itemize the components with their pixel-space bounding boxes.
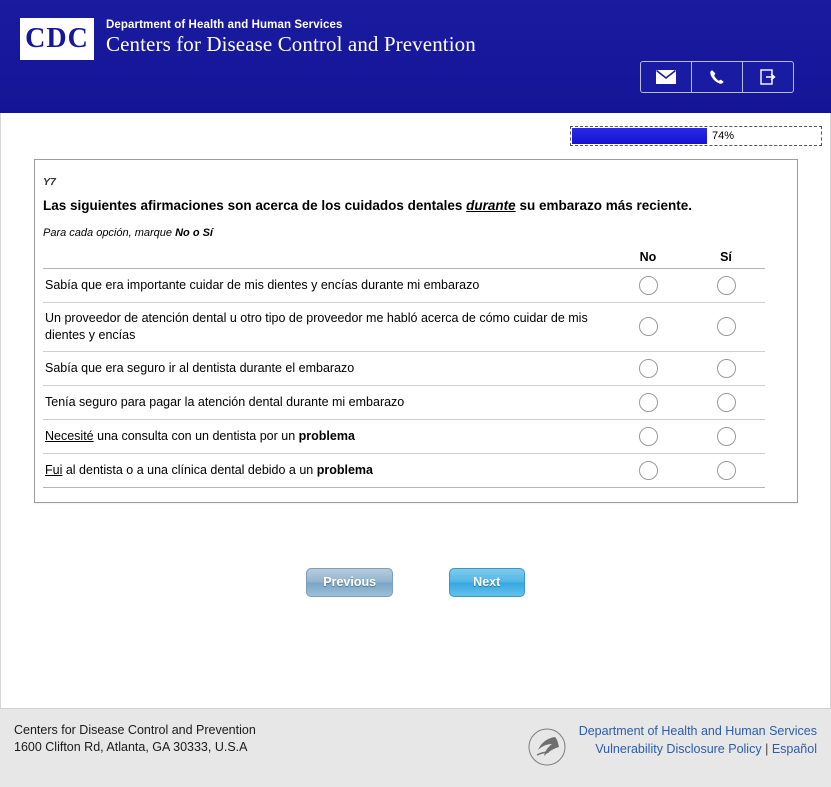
instruction-options: No o Sí [175,227,213,239]
row-3-option-no[interactable] [609,385,687,419]
header-tool-bar [640,61,794,93]
navigation-buttons [1,568,830,597]
instruction-part1: Para cada opción, marque [43,227,176,239]
row-label-text: al dentista o a una clínica dental debido a un [62,462,317,477]
row-label: Sabía que era seguro ir al dentista durante el embarazo [43,351,609,385]
radio-button[interactable] [717,276,736,295]
site-footer [0,708,831,787]
row-label [43,453,609,487]
link-separator: | [765,742,769,757]
row-label: Tenía seguro para pagar la atención dental durante mi embarazo [43,385,609,419]
row-2-option-no[interactable] [609,351,687,385]
row-label-underline: Necesité [45,428,94,443]
cdc-branding [20,18,476,60]
vulnerability-disclosure-link[interactable]: Vulnerability Disclosure Policy [595,742,762,757]
radio-button[interactable] [639,461,658,480]
column-header-yes: Sí [687,249,765,269]
radio-button[interactable] [717,359,736,378]
row-5-option-yes[interactable] [687,453,765,487]
hhs-seal-icon [525,725,569,769]
row-3-option-yes[interactable] [687,385,765,419]
question-instruction [43,227,791,239]
cdc-logo-text: CDC [25,23,89,54]
email-button[interactable] [641,62,692,92]
row-label [43,419,609,453]
footer-org: Centers for Disease Control and Prevention [14,723,256,737]
table-row [43,385,765,419]
row-4-option-no[interactable] [609,419,687,453]
row-label-underline: Fui [45,462,63,477]
footer-street: 1600 Clifton Rd, Atlanta, GA 30333, U.S.A [14,739,248,754]
organization-name: Centers for Disease Control and Prevention [106,32,476,56]
agency-names [106,18,476,57]
department-name: Department of Health and Human Services [106,19,343,31]
footer-link-row-2 [579,740,817,758]
radio-button[interactable] [639,276,658,295]
grid-header-blank [43,249,609,269]
radio-button[interactable] [717,317,736,336]
next-button[interactable]: Next [449,568,525,597]
row-0-option-yes[interactable] [687,269,765,303]
row-2-option-yes[interactable] [687,351,765,385]
response-grid [43,249,765,488]
table-row [43,453,765,487]
radio-button[interactable] [639,393,658,412]
radio-button[interactable] [717,461,736,480]
envelope-icon [656,70,676,84]
row-0-option-no[interactable] [609,269,687,303]
footer-address [14,722,256,756]
row-label: Sabía que era importante cuidar de mis dientes y encías durante mi embarazo [43,269,609,303]
hhs-link[interactable]: Department of Health and Human Services [578,724,817,738]
espanol-link[interactable]: Español [771,742,817,757]
question-text [43,198,791,213]
radio-button[interactable] [639,317,658,336]
footer-links [579,722,817,758]
survey-content [0,113,831,708]
radio-button[interactable] [717,393,736,412]
row-1-option-yes[interactable] [687,303,765,352]
radio-button[interactable] [639,359,658,378]
logout-icon [760,69,777,85]
table-row [43,269,765,303]
column-header-no: No [609,249,687,269]
row-label-bold: problema [298,428,355,443]
grid-header-row [43,249,765,269]
logout-button[interactable] [743,62,793,92]
question-text-part1: Las siguientes afirmaciones son acerca de los cuidados dentales [43,198,467,213]
question-text-part2: su embarazo más reciente. [515,198,693,213]
radio-button[interactable] [639,427,658,446]
row-label-bold: problema [316,462,373,477]
progress-bar-container [570,126,822,146]
radio-button[interactable] [717,427,736,446]
question-number: Y7 [43,176,56,188]
previous-button[interactable]: Previous [306,568,393,597]
progress-bar-fill [572,128,707,144]
phone-icon [709,69,725,85]
cdc-logo [20,18,94,60]
question-text-emphasis: durante [466,198,516,213]
table-row [43,419,765,453]
table-row [43,351,765,385]
row-5-option-no[interactable] [609,453,687,487]
footer-link-row-1 [579,722,817,740]
row-4-option-yes[interactable] [687,419,765,453]
site-header [0,0,831,113]
phone-button[interactable] [692,62,743,92]
row-1-option-no[interactable] [609,303,687,352]
row-label-text: una consulta con un dentista por un [93,428,299,443]
progress-label: 74% [712,130,735,142]
table-row [43,303,765,352]
question-card [34,159,798,503]
row-label: Un proveedor de atención dental u otro tipo de proveedor me habló acerca de cómo cuidar de mis dientes y encías [43,303,609,352]
